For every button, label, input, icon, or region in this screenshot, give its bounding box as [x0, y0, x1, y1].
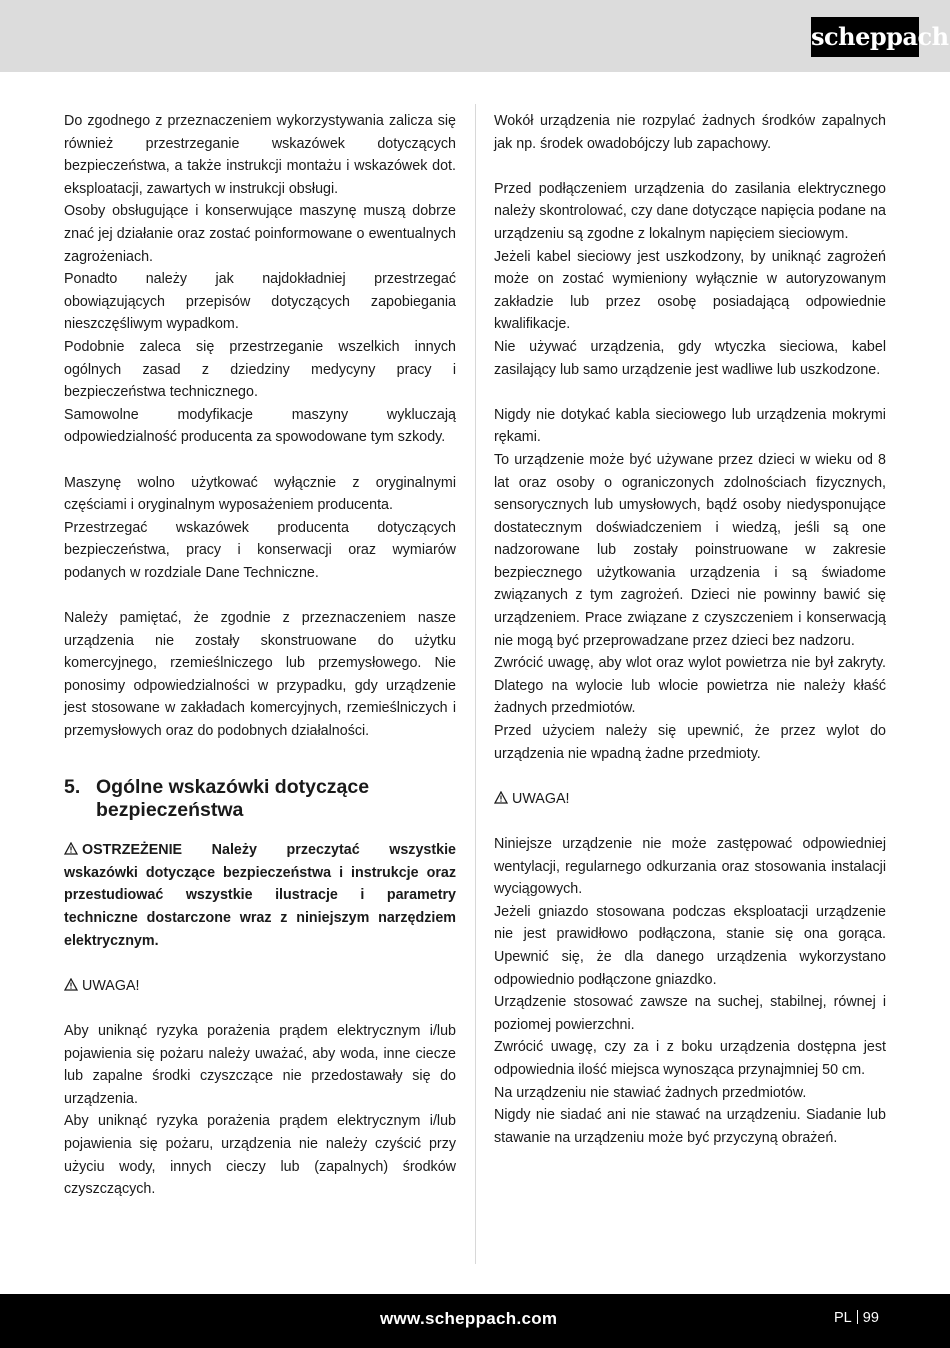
paragraph: Przed użyciem należy się upewnić, że przez wylot do urządzenia nie wpadną żadne przedmioty.: [494, 723, 886, 762]
warning-triangle-icon: [64, 842, 78, 855]
separator: [857, 1310, 858, 1324]
warning-paragraph: [64, 839, 456, 952]
section-heading: [64, 776, 456, 822]
paragraph: Samowolne modyfikacje maszyny wykluczają odpowiedzialność producenta za spowodowane tym szkody.: [64, 406, 456, 446]
page-indicator: [834, 1310, 879, 1326]
paragraph: Nigdy nie dotykać kabla sieciowego lub urządzenia mokrymi rękami.: [494, 406, 886, 446]
language-code: PL: [834, 1310, 852, 1326]
paragraph: To urządzenie może być używane przez dzieci w wieku od 8 lat oraz osoby o ograniczonych zdolnościach fizycznych, sensorycznych lub umysłowych, bądź osoby niedysponujące dostatecznym doświadczeniem i wiedzą, jeśli są one nadzorowane lub zostały poinstruowane w zakresie bezpiecznego użytkowania urządzenia i są świadome związanych z tym zagrożeń. Dzieci nie powinny bawić się urządzeniem. Prace związane z czyszczeniem i konserwacją nie mogą być przeprowadzane przez dzieci bez nadzoru.: [494, 451, 886, 649]
paragraph: Zwrócić uwagę, aby wlot oraz wylot powietrza nie był zakryty. Dlatego na wylocie lub wlocie powietrza nie należy kłaść żadnych przedmiotów.: [494, 655, 886, 717]
paragraph: Zwrócić uwagę, czy za i z boku urządzenia dostępna jest odpowiednia ilość miejsca wynosząca przynajmniej 50 cm.: [494, 1039, 886, 1078]
caution-label: [494, 788, 886, 811]
paragraph: Nie używać urządzenia, gdy wtyczka sieciowa, kabel zasilający lub samo urządzenie jest wadliwe lub uszkodzone.: [494, 338, 886, 378]
paragraph: Osoby obsługujące i konserwujące maszynę muszą dobrze znać jej działanie oraz zostać poinformowane o ewentualnych zagrożeniach.: [64, 203, 456, 265]
paragraph: Wokół urządzenia nie rozpylać żadnych środków zapalnych jak np. środek owadobójczy lub zapachowy.: [494, 113, 886, 152]
paragraph: Aby uniknąć ryzyka porażenia prądem elektrycznym i/lub pojawienia się pożaru należy uważać, aby woda, inne ciecze lub zapalne środki czyszczące nie przedostawały się do urządzenia.: [64, 1022, 456, 1107]
page-number: 99: [862, 1310, 879, 1326]
section-title: Ogólne wskazówki dotyczące bezpieczeństwa: [96, 776, 370, 822]
right-column: [494, 110, 886, 1149]
warning-text: OSTRZEŻENIE Należy przeczytać wszystkie wskazówki dotyczące bezpieczeństwa i instrukcje oraz przestudiować wszystkie ilustracje i parametry techniczne dostarczone wraz z niniejszym narzędziem elektrycznym.: [64, 842, 456, 949]
paragraph: Jeżeli kabel sieciowy jest uszkodzony, by uniknąć zagrożeń może on zostać wymieniony wyłącznie w autoryzowanym zakładzie lub przez osobę posiadającą odpowiednie kwalifikacje.: [494, 248, 886, 333]
column-divider: [475, 104, 476, 1264]
caution-text: UWAGA!: [512, 790, 570, 807]
scheppach-logo: scheppach: [811, 17, 919, 57]
paragraph: Maszynę wolno użytkować wyłącznie z oryginalnymi częściami i oryginalnym wyposażeniem producenta.: [64, 474, 456, 514]
paragraph: Podobnie zaleca się przestrzeganie wszelkich innych ogólnych zasad z dziedziny medycyny pracy i bezpieczeństwa technicznego.: [64, 338, 456, 401]
paragraph: Aby uniknąć ryzyka porażenia prądem elektrycznym i/lub pojawienia się pożaru, urządzenia nie należy czyścić przy użyciu wody, innych cieczy lub (zapalnych) środków czyszczących.: [64, 1113, 456, 1198]
header-band: [0, 0, 950, 72]
section-number: 5.: [64, 776, 81, 799]
caution-label: [64, 975, 456, 998]
warning-triangle-icon: [494, 791, 508, 804]
paragraph: Jeżeli gniazdo stosowana podczas eksploatacji urządzenie nie jest prawidłowo podłączona, stanie się ona gorąca. Upewnić się, że dla danego urządzenia wykorzystano odpowiednio podłączone gniazdko.: [494, 903, 886, 988]
footer-bar: [0, 1294, 950, 1348]
paragraph: Urządzenie stosować zawsze na suchej, stabilnej, równej i poziomej powierzchni.: [494, 994, 886, 1033]
paragraph: Do zgodnego z przeznaczeniem wykorzystywania zalicza się również przestrzeganie wskazówek dotyczących bezpieczeństwa, a także instrukcji montażu i wskazówek dot. eksploatacji, zawartych w instrukcji obsługi.: [64, 113, 456, 197]
paragraph: Ponadto należy jak najdokładniej przestrzegać obowiązujących przepisów dotyczących zapobiegania nieszczęśliwym wypadkom.: [64, 271, 456, 333]
left-column: [64, 110, 456, 1201]
caution-text: UWAGA!: [82, 977, 140, 994]
paragraph: Niniejsze urządzenie nie może zastępować odpowiedniej wentylacji, regularnego odkurzania oraz stosowania instalacji wyciągowych.: [494, 836, 886, 898]
paragraph: Należy pamiętać, że zgodnie z przeznaczeniem nasze urządzenia nie zostały skonstruowane do użytku komercyjnego, rzemieślniczego lub przemysłowego. Nie ponosimy odpowiedzialności w przypadku, gdy urządzenie jest stosowane w zakładach komercyjnych, rzemieślniczych i przemysłowych oraz do podobnych działalności.: [64, 610, 456, 740]
footer-url[interactable]: www.scheppach.com: [380, 1309, 558, 1328]
paragraph: Na urządzeniu nie stawiać żadnych przedmiotów.: [494, 1084, 807, 1101]
paragraph: Nigdy nie siadać ani nie stawać na urządzeniu. Siadanie lub stawanie na urządzeniu może być przyczyną obrażeń.: [494, 1107, 886, 1146]
paragraph: Przed podłączeniem urządzenia do zasilania elektrycznego należy skontrolować, czy dane dotyczące napięcia podane na urządzeniu są zgodne z lokalnym napięciem sieciowym.: [494, 180, 886, 242]
paragraph: Przestrzegać wskazówek producenta dotyczących bezpieczeństwa, pracy i konserwacji oraz wymiarów podanych w rozdziale Dane Techniczne.: [64, 519, 456, 581]
warning-triangle-icon: [64, 978, 78, 991]
